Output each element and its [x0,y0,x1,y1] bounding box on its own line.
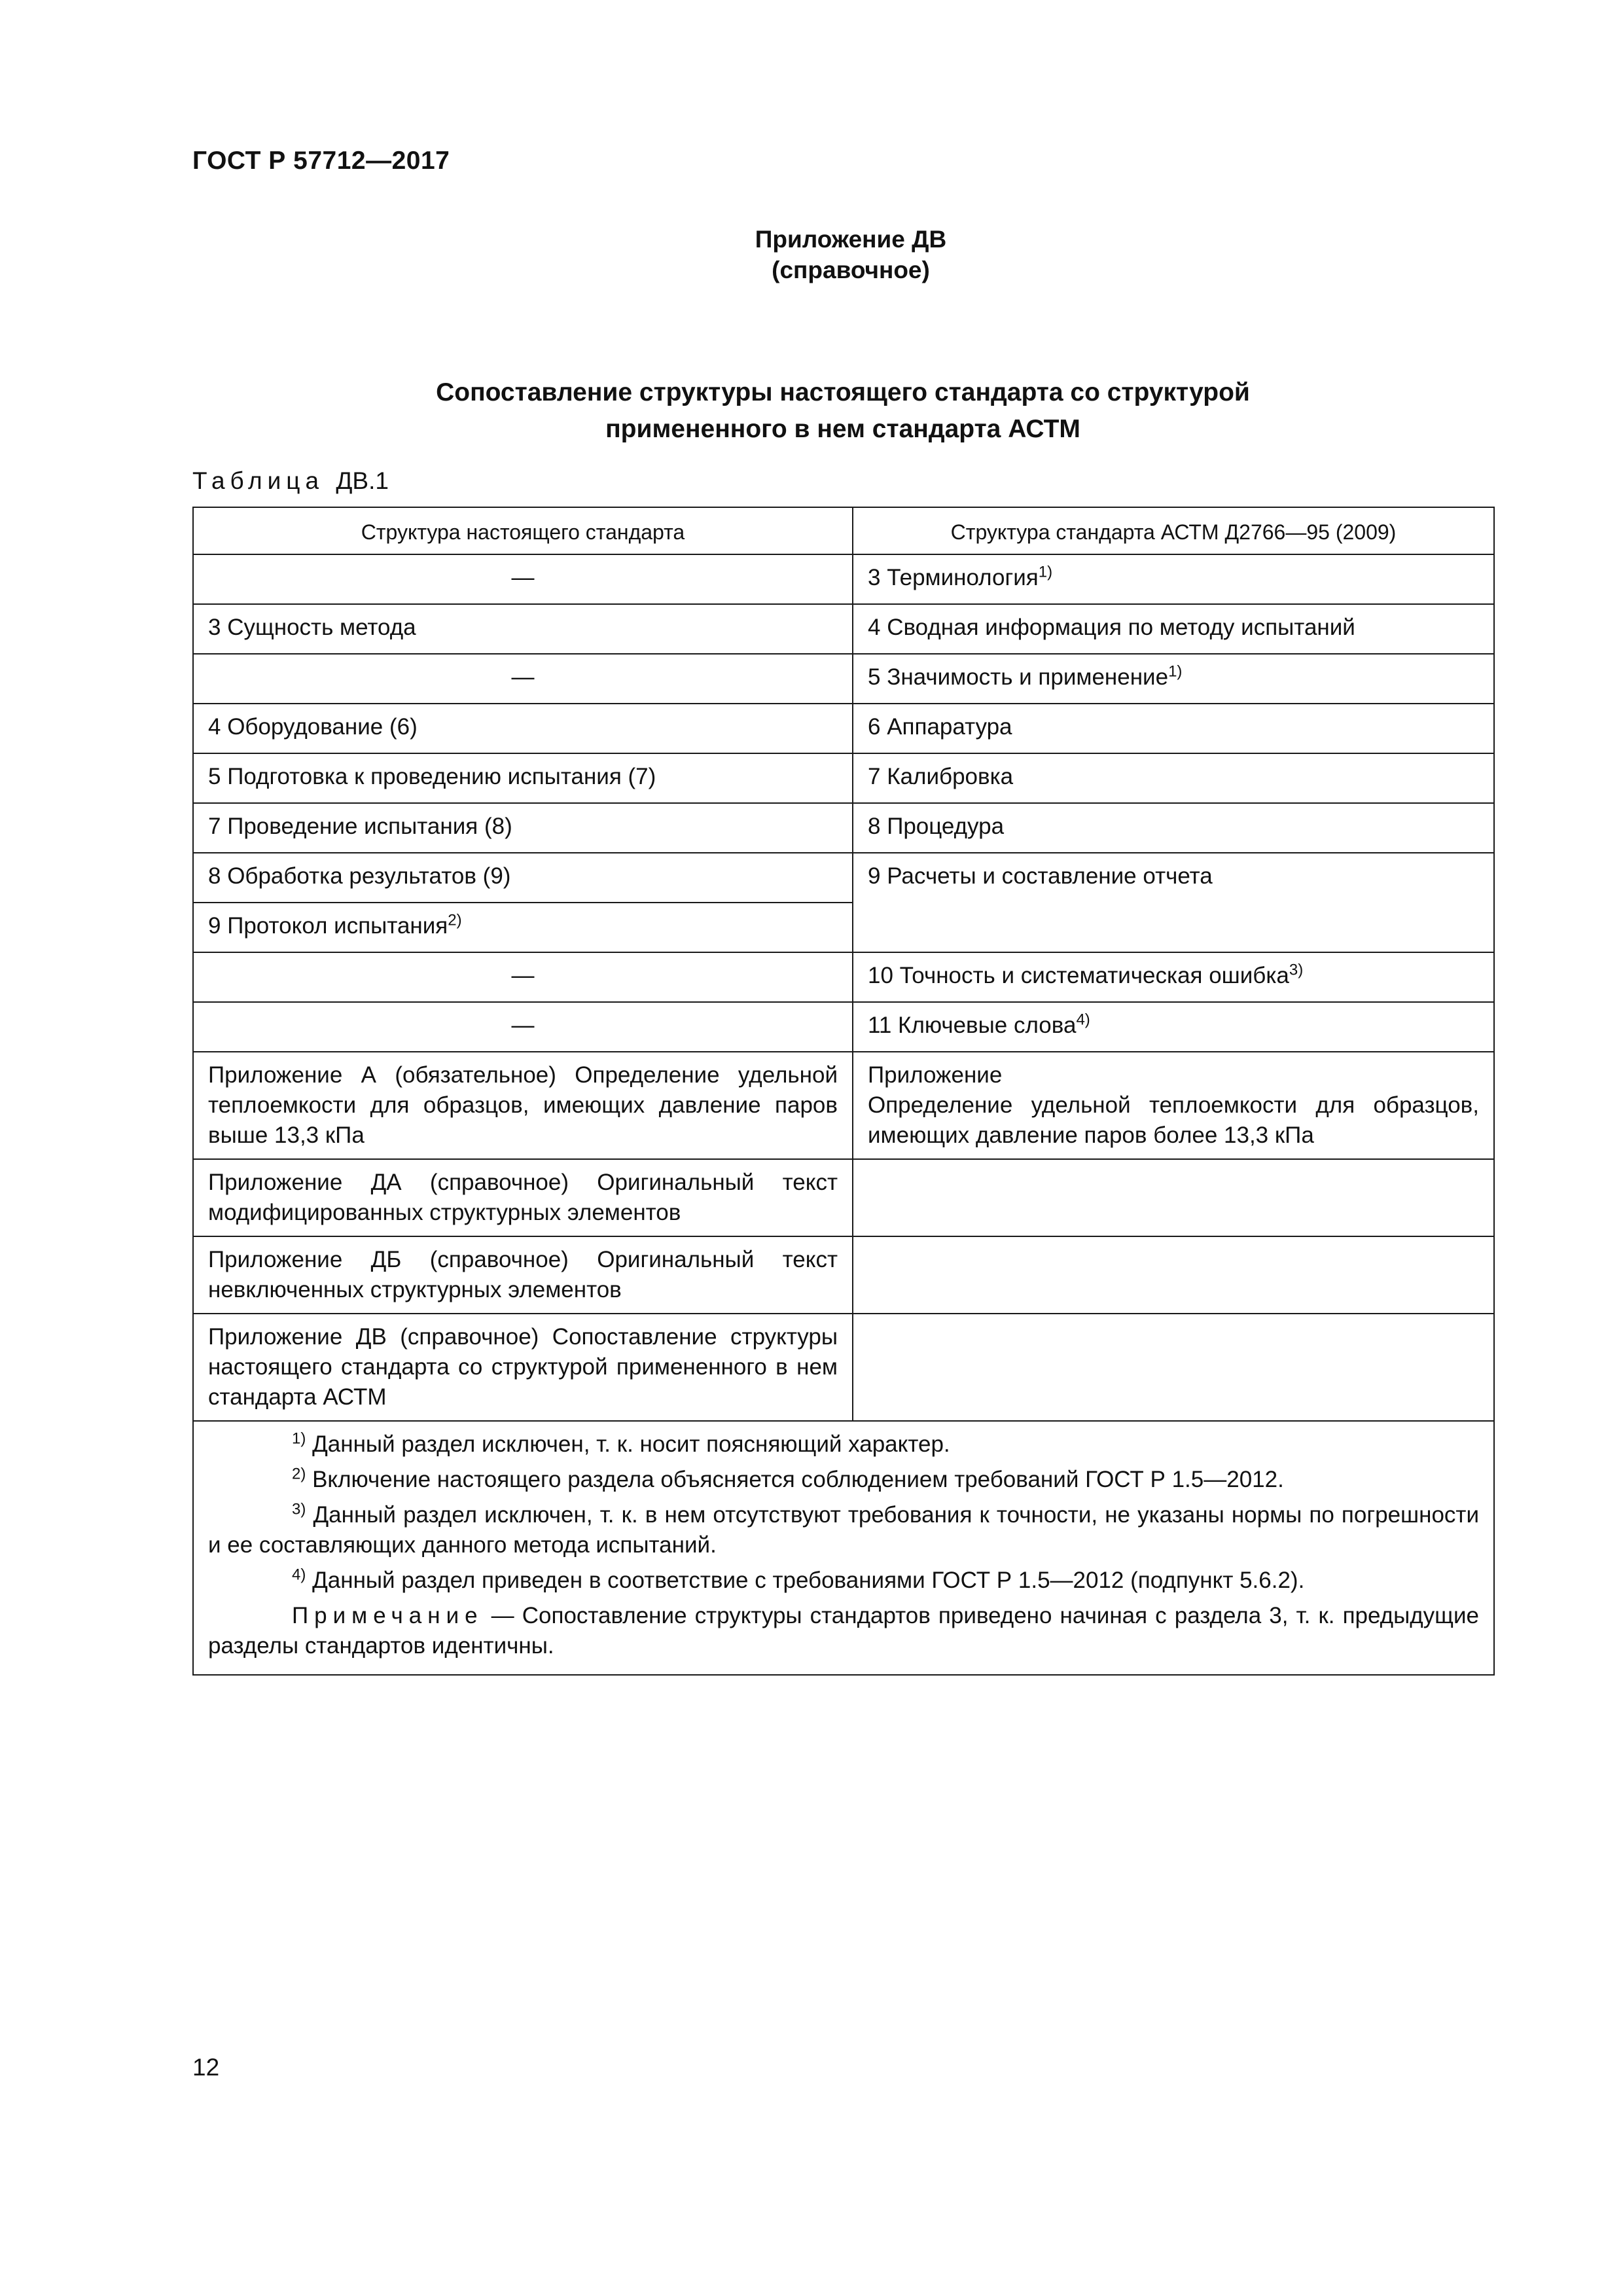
table-note [208,1601,1479,1661]
table-cell-merged: 9 Расчеты и составление отчета [853,853,1494,952]
table-row [193,1002,1494,1052]
table-cell [853,1052,1494,1159]
cell-text: 5 Значимость и применение [868,664,1169,690]
table-row [193,554,1494,604]
table-cell [853,654,1494,704]
table-cell: 4 Оборудование (6) [193,704,853,753]
footnote [208,1465,1479,1495]
table-cell: 6 Аппаратура [853,704,1494,753]
footnote-mark: 2) [292,1465,306,1483]
document-code: ГОСТ Р 57712—2017 [192,147,450,175]
table-cell: 7 Калибровка [853,753,1494,803]
table-cell: — [193,952,853,1002]
table-caption-number: ДВ.1 [336,467,389,494]
table-cell [193,903,853,952]
table-cell: Приложение ДБ (справочное) Оригинальный текст невключенных структурных элементов [193,1236,853,1314]
table-row [193,1236,1494,1314]
footnote-text: Данный раздел приведен в соответствие с требованиями ГОСТ Р 1.5—2012 (подпункт 5.6.2). [312,1568,1305,1593]
table-cell: — [193,1002,853,1052]
table-cell: 8 Процедура [853,803,1494,853]
footnote-text: Данный раздел исключен, т. к. носит поясняющий характер. [312,1431,950,1457]
page-heading [192,374,1493,448]
table-row [193,1314,1494,1421]
note-label: Примечание [292,1603,484,1628]
cell-text: 9 Протокол испытания [208,913,448,939]
heading-line-1: Сопоставление структуры настоящего стандарта со структурой [436,378,1250,406]
table-row [193,952,1494,1002]
table-row [193,753,1494,803]
appendix-title: Приложение ДВ [755,226,947,253]
table-row [193,604,1494,654]
footnotes-row [193,1421,1494,1675]
column-header-current-standard: Структура настоящего стандарта [193,507,853,554]
table-cell: Приложение ДВ (справочное) Сопоставление структуры настоящего стандарта со структурой примененного в нем стандарта АСТМ [193,1314,853,1421]
table-caption [192,467,389,495]
table-cell: — [193,554,853,604]
appendix-status: (справочное) [772,257,930,283]
table-row [193,654,1494,704]
table-row [193,1159,1494,1236]
footnote [208,1566,1479,1596]
table-cell [853,952,1494,1002]
table-row [193,803,1494,853]
table-row [193,853,1494,903]
table-cell [853,554,1494,604]
table-cell: — [193,654,853,704]
table-cell [853,1159,1494,1236]
footnotes-cell [193,1421,1494,1675]
cell-text: 11 Ключевые слова [868,1013,1077,1038]
column-header-astm-standard: Структура стандарта АСТМ Д2766—95 (2009) [853,507,1494,554]
cell-text: 10 Точность и систематическая ошибка [868,963,1289,988]
footnote-text: Данный раздел исключен, т. к. в нем отсутствуют требования к точности, не указаны нормы по погрешности и ее составляющих данного метода испытаний. [208,1502,1480,1558]
table-cell: 5 Подготовка к проведению испытания (7) [193,753,853,803]
table-cell: 8 Обработка результатов (9) [193,853,853,903]
footnote-mark: 1) [1168,662,1183,681]
footnote [208,1429,1479,1460]
footnote-text: Включение настоящего раздела объясняется соблюдением требований ГОСТ Р 1.5—2012. [312,1467,1284,1492]
footnote-mark: 3) [292,1500,306,1518]
cell-text: 3 Терминология [868,565,1039,590]
table-row [193,704,1494,753]
table-cell: Приложение А (обязательное) Определение удельной теплоемкости для образцов, имеющих давление паров выше 13,3 кПа [193,1052,853,1159]
table-header-row [193,507,1494,554]
heading-line-2: примененного в нем стандарта АСТМ [605,415,1080,443]
table-cell: 7 Проведение испытания (8) [193,803,853,853]
table-row [193,1052,1494,1159]
table-cell: Приложение ДА (справочное) Оригинальный текст модифицированных структурных элементов [193,1159,853,1236]
table-cell: 3 Сущность метода [193,604,853,654]
table-caption-word: Таблица [192,467,325,494]
table-cell [853,1236,1494,1314]
note-text: — Сопоставление структуры стандартов приведено начиная с раздела 3, т. к. предыдущие разделы стандартов идентичны. [208,1603,1479,1659]
footnote-mark: 3) [1289,961,1304,979]
table-cell [853,1314,1494,1421]
comparison-table [192,507,1495,1676]
table-cell: 4 Сводная информация по методу испытаний [853,604,1494,654]
cell-line: Определение удельной теплоемкости для образцов, имеющих давление паров более 13,3 кПа [868,1092,1479,1148]
footnote-mark: 4) [292,1566,306,1584]
footnote-mark: 2) [448,911,462,929]
footnote-mark: 1) [292,1429,306,1448]
table-cell [853,1002,1494,1052]
footnote-mark: 4) [1076,1011,1090,1029]
footnote-mark: 1) [1038,563,1053,581]
page-number: 12 [192,2054,220,2081]
footnote [208,1500,1479,1560]
cell-line: Приложение [868,1062,1003,1088]
